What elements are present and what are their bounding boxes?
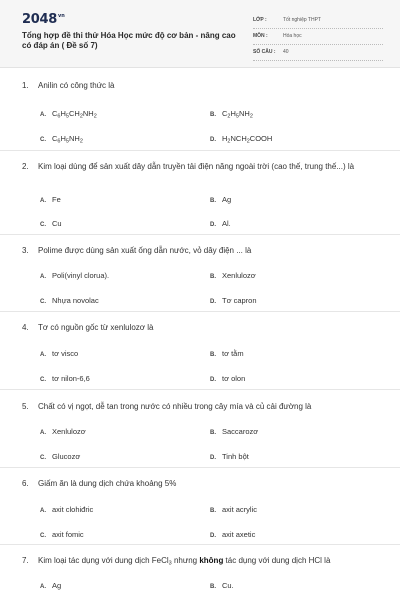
document-meta <box>253 14 383 62</box>
answer-option-a[interactable] <box>40 271 109 282</box>
answer-option-a[interactable] <box>40 581 61 592</box>
option-text: Ag <box>52 581 62 590</box>
answer-option-b[interactable] <box>210 581 234 592</box>
answer-option-b[interactable] <box>210 271 256 282</box>
question-number: 2. <box>22 162 29 171</box>
answer-option-d[interactable] <box>210 296 257 307</box>
option-letter: A. <box>40 584 46 590</box>
option-letter: C. <box>40 299 46 305</box>
answer-option-a[interactable] <box>40 505 93 516</box>
option-text: Al. <box>222 219 231 228</box>
logo-suffix: vn <box>57 12 65 19</box>
question-number: 1. <box>22 81 29 90</box>
meta-label: LỚP : <box>253 17 267 23</box>
option-letter: A. <box>40 198 46 204</box>
option-letter: C. <box>40 137 46 143</box>
option-text: tơ nilon-6,6 <box>52 374 90 383</box>
option-text: Xenlulozơ <box>52 427 86 436</box>
option-text: $C_6H_5NH_2$ <box>52 134 83 145</box>
answer-option-c[interactable] <box>40 296 99 307</box>
option-letter: B. <box>210 430 216 436</box>
question-number: 3. <box>22 246 29 255</box>
option-text: $C_2H_5NH_2$ <box>222 109 253 120</box>
answer-option-c[interactable] <box>40 374 90 385</box>
question-text: Tơ có nguồn gốc từ xenlulozơ là <box>38 323 154 332</box>
question-divider <box>0 467 400 468</box>
option-letter: A. <box>40 112 46 118</box>
question-text: Anilin có công thức là <box>38 81 115 90</box>
question-text: Kim loại dùng để sản xuất dây dẫn truyền tải điện năng ngoài trời (cao thế, trung thế...) là <box>38 162 355 171</box>
logo-text: 2048 <box>22 12 57 27</box>
answer-option-d[interactable] <box>210 219 231 230</box>
answer-option-b[interactable] <box>210 195 231 206</box>
meta-label: SỐ CÂU : <box>253 49 276 55</box>
option-letter: D. <box>210 377 216 383</box>
option-text: Saccarozơ <box>222 427 259 436</box>
question-number: 6. <box>22 479 29 488</box>
option-text: Nhựa novolac <box>52 296 99 305</box>
answer-option-a[interactable] <box>40 349 78 360</box>
option-text: Xenlulozơ <box>222 271 256 280</box>
option-text: $C_6H_5CH_2NH_2$ <box>52 109 97 120</box>
answer-option-b[interactable] <box>210 505 257 516</box>
meta-question-count <box>253 46 383 61</box>
option-letter: C. <box>40 455 46 461</box>
question-divider <box>0 544 400 545</box>
option-text: tơ tằm <box>222 349 244 358</box>
option-text: Tơ capron <box>222 296 257 305</box>
question-divider <box>0 150 400 151</box>
question-divider <box>0 311 400 312</box>
option-text: Poli(vinyl clorua). <box>52 271 110 280</box>
option-letter: A. <box>40 352 46 358</box>
option-text: Ag <box>222 195 232 204</box>
answer-option-c[interactable] <box>40 134 83 147</box>
meta-value: 40 <box>283 49 289 55</box>
option-letter: D. <box>210 455 216 461</box>
answer-option-d[interactable] <box>210 374 245 385</box>
option-letter: A. <box>40 430 46 436</box>
option-letter: C. <box>40 377 46 383</box>
answer-option-c[interactable] <box>40 219 62 230</box>
question-number: 4. <box>22 323 29 332</box>
meta-value: Tốt nghiệp THPT <box>283 17 321 23</box>
answer-option-d[interactable] <box>210 134 272 147</box>
option-text: Tinh bột <box>222 452 249 461</box>
option-letter: D. <box>210 533 216 539</box>
option-text: tơ olon <box>222 374 246 383</box>
option-text: Glucozơ <box>52 452 81 461</box>
answer-option-b[interactable] <box>210 349 244 360</box>
meta-label: MÔN : <box>253 33 268 39</box>
answer-option-a[interactable] <box>40 109 97 122</box>
answer-option-a[interactable] <box>40 195 61 206</box>
option-letter: D. <box>210 299 216 305</box>
question-number: 5. <box>22 402 29 411</box>
option-text: Cu <box>52 219 62 228</box>
question-text: Giấm ăn là dung dịch chứa khoảng 5% <box>38 479 177 488</box>
option-letter: B. <box>210 274 216 280</box>
answer-option-c[interactable] <box>40 452 80 463</box>
option-letter: A. <box>40 508 46 514</box>
answer-option-b[interactable] <box>210 109 253 122</box>
meta-value: Hóa học <box>283 33 302 39</box>
answer-option-d[interactable] <box>210 452 249 463</box>
document-header <box>0 0 400 68</box>
option-letter: B. <box>210 508 216 514</box>
option-letter: B. <box>210 352 216 358</box>
answer-option-d[interactable] <box>210 530 255 541</box>
question-number: 7. <box>22 556 29 565</box>
option-letter: B. <box>210 112 216 118</box>
question-text: Chất có vị ngọt, dễ tan trong nước có nhiều trong cây mía và củ cải đường là <box>38 402 312 411</box>
answer-option-a[interactable] <box>40 427 86 438</box>
meta-subject <box>253 30 383 45</box>
option-text: Cu. <box>222 581 234 590</box>
meta-class <box>253 14 383 29</box>
question-divider <box>0 234 400 235</box>
option-letter: C. <box>40 533 46 539</box>
answer-option-c[interactable] <box>40 530 84 541</box>
option-letter: B. <box>210 584 216 590</box>
option-letter: B. <box>210 198 216 204</box>
option-text: axit acrylic <box>222 505 258 514</box>
option-text: axit fomic <box>52 530 84 539</box>
option-text: tơ visco <box>52 349 79 358</box>
question-text: Kim loại tác dụng với dung dịch FeCl$_3$ nhưng không tác dụng với dung dịch HCl là <box>38 556 331 567</box>
option-letter: C. <box>40 222 46 228</box>
question-text: Polime được dùng sản xuất ống dẫn nước, vỏ dây điện ... là <box>38 246 252 255</box>
option-text: axit clohiđric <box>52 505 94 514</box>
option-text: $H_2NCH_2COOH$ <box>222 134 273 145</box>
option-letter: D. <box>210 222 216 228</box>
question-divider <box>0 389 400 390</box>
option-text: Fe <box>52 195 61 204</box>
answer-option-b[interactable] <box>210 427 258 438</box>
site-logo[interactable] <box>22 12 65 27</box>
option-letter: A. <box>40 274 46 280</box>
option-text: axit axetic <box>222 530 256 539</box>
document-title: Tổng hợp đề thi thử Hóa Học mức độ cơ bản - nâng cao có đáp án ( Đề số 7) <box>22 31 236 50</box>
option-letter: D. <box>210 137 216 143</box>
